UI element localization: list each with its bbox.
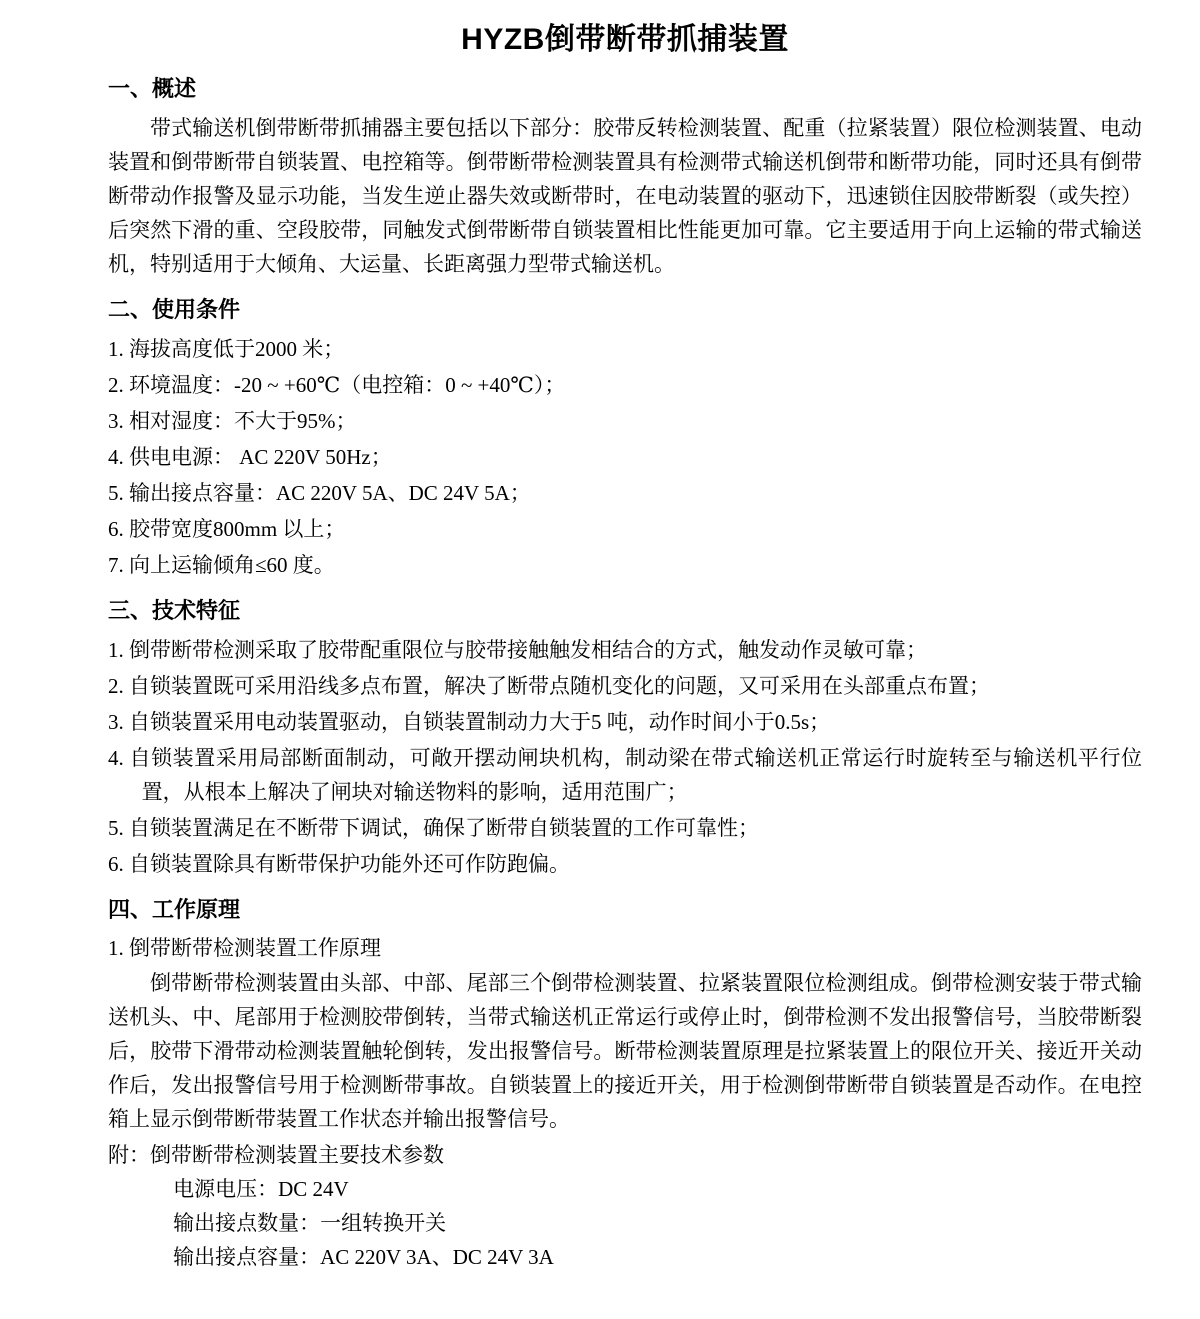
list-item: 2. 自锁装置既可采用沿线多点布置，解决了断带点随机变化的问题，又可采用在头部重点布置； [108,673,990,698]
overview-paragraph: 带式输送机倒带断带抓捕器主要包括以下部分：胶带反转检测装置、配重（拉紧装置）限位检测装置、电动装置和倒带断带自锁装置、电控箱等。倒带断带检测装置具有检测带式输送机倒带和断带功能，同时还具有倒带断带动作报警及显示功能，当发生逆止器失效或断带时，在电动装置的驱动下，迅速锁住因胶带断裂（或失控）后突然下滑的重、空段胶带，同触发式倒带断带自锁装置相比性能更加可靠。它主要适用于向上运输的带式输送机，特别适用于大倾角、大运量、长距离强力型带式输送机。 [108,115,1142,276]
section-title-1: 概述 [152,76,197,101]
list-item: 5. 输出接点容量：AC 220V 5A、DC 24V 5A； [108,480,531,505]
list-item: 5. 自锁装置满足在不断带下调试，确保了断带自锁装置的工作可靠性； [108,815,759,840]
section-heading-conditions [108,295,1142,326]
appendix-param: 输出接点数量：一组转换开关 [173,1210,447,1235]
list-item: 1. 倒带断带检测采取了胶带配重限位与胶带接触触发相结合的方式，触发动作灵敏可靠； [108,637,927,662]
section-heading-features [108,596,1142,627]
features-list [108,633,1142,881]
section-number-1: 一、 [108,76,153,101]
list-item: 4. 自锁装置采用局部断面制动，可敞开摆动闸块机构，制动梁在带式输送机正常运行时旋转至与输送机平行位置，从根本上解决了闸块对输送物料的影响，适用范围广； [108,745,1142,804]
list-item: 3. 相对湿度：不大于95%； [108,408,357,433]
list-item: 1. 海拔高度低于2000 米； [108,336,345,361]
list-item: 4. 供电电源： AC 220V 50Hz； [108,444,392,469]
principle-subtitle: 1. 倒带断带检测装置工作原理 [108,936,381,961]
appendix-param: 电源电压：DC 24V [173,1176,349,1201]
appendix-param: 输出接点容量：AC 220V 3A、DC 24V 3A [173,1244,554,1269]
section-number-2: 二、 [108,296,153,322]
list-item: 3. 自锁装置采用电动装置驱动，自锁装置制动力大于5 吨，动作时间小于0.5s； [108,709,831,734]
section-title-3: 技术特征 [152,597,241,623]
principle-paragraph: 倒带断带检测装置由头部、中部、尾部三个倒带检测装置、拉紧装置限位检测组成。倒带检测安装于带式输送机头、中、尾部用于检测胶带倒转，当带式输送机正常运行或停止时，倒带检测不发出报警信号，当胶带断裂后，胶带下滑带动检测装置触轮倒转，发出报警信号。断带检测装置原理是拉紧装置上的限位开关、接近开关动作后，发出报警信号用于检测断带事故。自锁装置上的接近开关，用于检测倒带断带自锁装置是否动作。在电控箱上显示倒带断带装置工作状态并输出报警信号。 [108,970,1142,1131]
appendix-label: 附：倒带断带检测装置主要技术参数 [108,1142,444,1167]
list-item: 6. 自锁装置除具有断带保护功能外还可作防跑偏。 [108,851,570,876]
list-item: 7. 向上运输倾角≤60 度。 [108,552,335,577]
section-title-4: 工作原理 [152,896,241,922]
page-title: HYZB倒带断带抓捕装置 [461,23,789,56]
section-number-3: 三、 [108,597,153,623]
conditions-list [108,332,1142,582]
section-heading-principle [108,895,1142,926]
list-item: 2. 环境温度：-20 ~ +60℃（电控箱：0 ~ +40℃）； [108,372,566,397]
section-number-4: 四、 [108,896,153,922]
section-heading-overview [108,74,1142,105]
section-title-2: 使用条件 [152,296,241,322]
list-item: 6. 胶带宽度800mm 以上； [108,516,346,541]
